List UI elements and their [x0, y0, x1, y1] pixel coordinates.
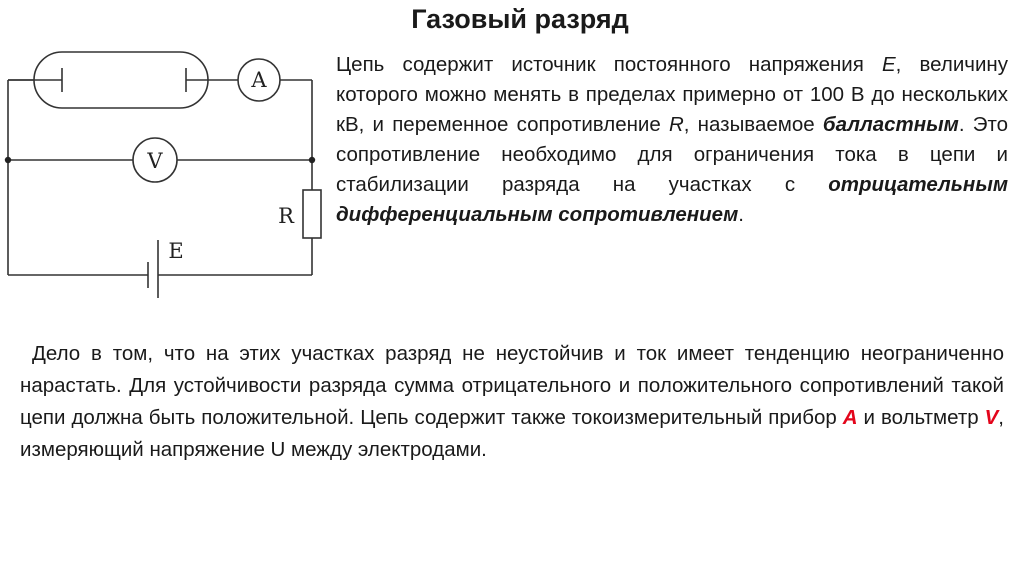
symbol-r: R: [668, 113, 684, 136]
text-segment: . Это сопротивление необходимо для ограничения тока в цепи и стабилизации разряда на участках с: [336, 113, 1009, 196]
voltmeter-label: V: [147, 149, 163, 173]
text-segment: .: [738, 203, 744, 226]
term-ballast: балластным: [822, 113, 959, 136]
term-negative-differential: отрицательным дифференциальным сопротивлением: [336, 173, 1008, 226]
symbol-a: A: [842, 406, 858, 429]
paragraph-stability-explanation: [20, 338, 1004, 466]
paragraph-circuit-description: [336, 50, 1008, 230]
circuit-diagram: [0, 40, 330, 310]
ammeter-label: A: [251, 68, 267, 92]
symbol-v: V: [984, 406, 999, 429]
text-segment: Дело в том, что на этих участках разряд не неустойчив и ток имеет тенденцию неограниченно нарастать. Для устойчивости разряда сумма отрицательного и положительного сопротивлений такой цепи должна быть положительной. Цепь содержит также токоизмерительный прибор: [20, 342, 1004, 429]
page-title: Газовый разряд: [411, 4, 629, 34]
source-label: E: [168, 239, 184, 263]
resistor: [303, 190, 321, 238]
text-segment: , величину которого можно менять в пределах примерно от 100 В до нескольких кВ, и переменное сопротивление: [336, 53, 1008, 136]
symbol-e: E: [881, 53, 896, 76]
text-segment: и вольтметр: [857, 406, 985, 429]
text-segment: , называемое: [683, 113, 823, 136]
resistor-label: R: [278, 204, 294, 228]
text-segment: Цепь содержит источник постоянного напряжения: [336, 53, 882, 76]
text-segment: , измеряющий напряжение U между электродами.: [20, 406, 1004, 461]
